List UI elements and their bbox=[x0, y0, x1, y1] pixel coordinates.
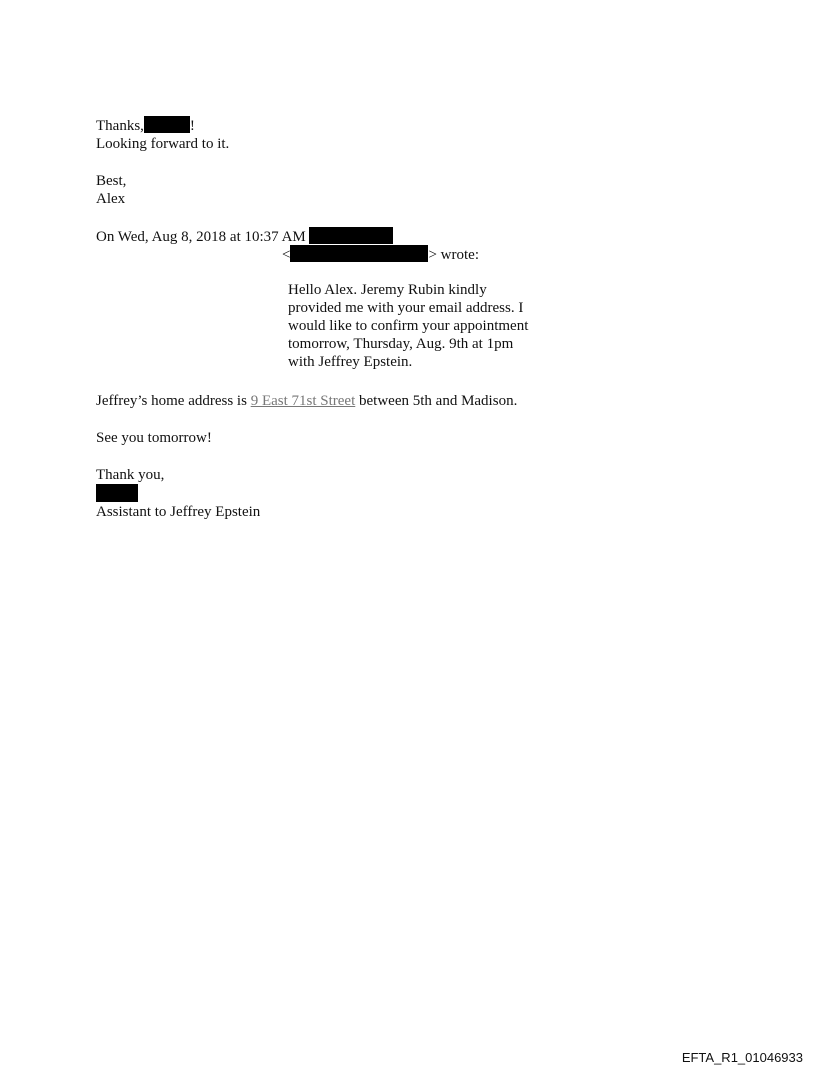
redaction-block bbox=[309, 227, 393, 244]
quote-header-line bbox=[96, 227, 393, 246]
quote-header-suffix: > wrote: bbox=[428, 247, 479, 263]
quote-header-prefix: On Wed, Aug 8, 2018 at 10:37 AM bbox=[96, 229, 306, 245]
assistant-title: Assistant to Jeffrey Epstein bbox=[96, 504, 261, 520]
quoted-line: Hello Alex. Jeremy Rubin kindly bbox=[288, 282, 487, 298]
signature: Alex bbox=[96, 191, 126, 207]
address-suffix: between 5th and Madison. bbox=[359, 393, 518, 409]
signoff: Best, bbox=[96, 173, 127, 189]
redaction-block bbox=[96, 484, 138, 502]
thank-you-line: Thank you, bbox=[96, 467, 165, 483]
reply-line: Looking forward to it. bbox=[96, 136, 230, 152]
redaction-block bbox=[290, 245, 428, 262]
name-redaction-line bbox=[96, 484, 138, 504]
see-you-line: See you tomorrow! bbox=[96, 430, 212, 446]
quoted-line: with Jeffrey Epstein. bbox=[288, 354, 413, 370]
redaction-block bbox=[144, 116, 190, 133]
quoted-line: provided me with your email address. I bbox=[288, 300, 524, 316]
greeting-line bbox=[96, 116, 195, 135]
greeting-suffix: ! bbox=[189, 118, 195, 134]
quoted-line: would like to confirm your appointment bbox=[288, 318, 529, 334]
quoted-message bbox=[288, 281, 528, 371]
address-prefix: Jeffrey’s home address is bbox=[96, 393, 247, 409]
greeting-prefix: Thanks, bbox=[96, 118, 144, 134]
quote-header-sender-line bbox=[282, 245, 479, 264]
quoted-line: tomorrow, Thursday, Aug. 9th at 1pm bbox=[288, 336, 514, 352]
document-id: EFTA_R1_01046933 bbox=[681, 1050, 803, 1065]
address-link[interactable]: 9 East 71st Street bbox=[250, 393, 356, 409]
open-bracket: < bbox=[282, 247, 291, 263]
address-line bbox=[96, 392, 517, 410]
